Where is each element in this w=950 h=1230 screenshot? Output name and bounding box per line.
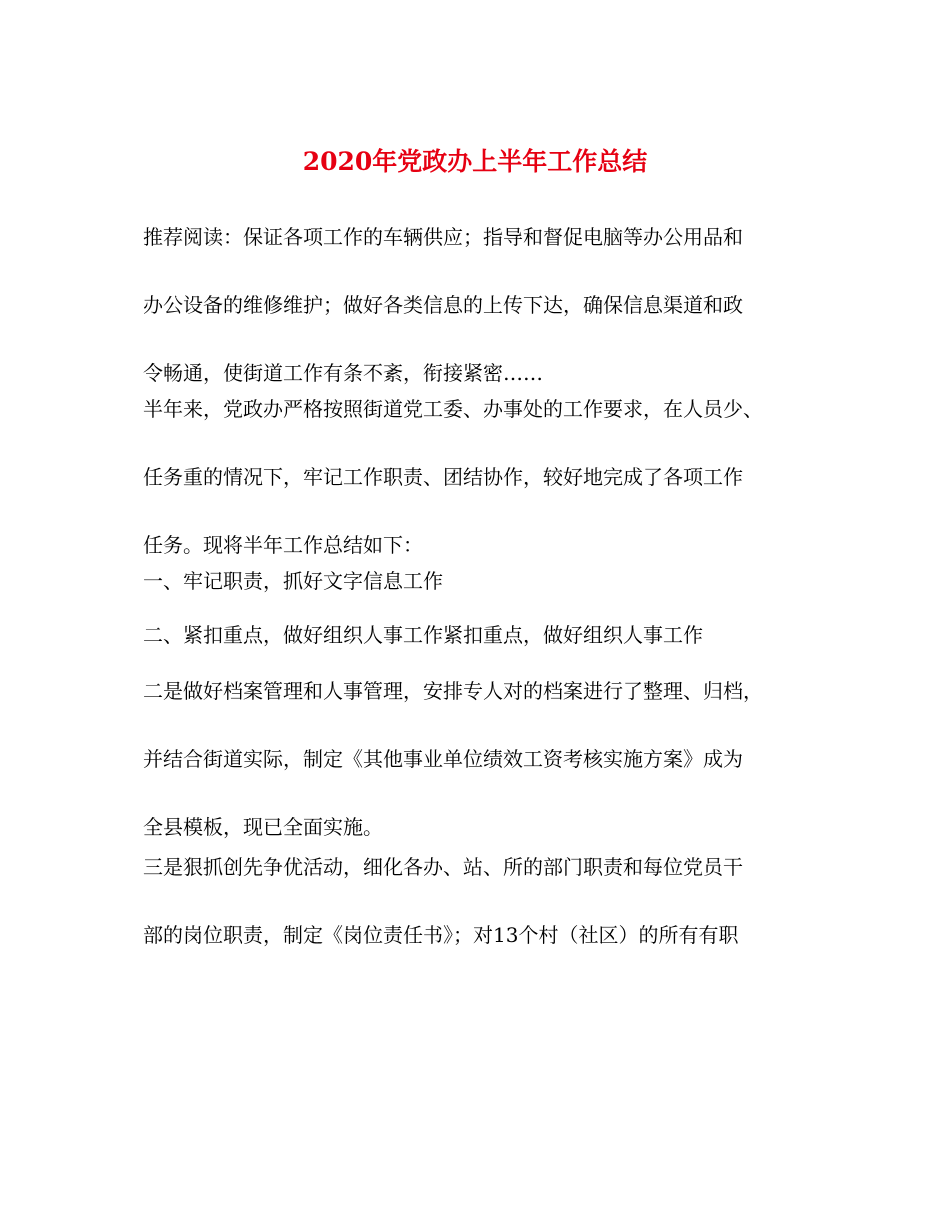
paragraph-recommended-reading <box>143 222 823 388</box>
paragraph-line: 二、紧扣重点，做好组织人事工作紧扣重点，做好组织人事工作 <box>143 623 703 647</box>
paragraph-archives <box>143 676 823 842</box>
document-title: 2020年党政办上半年工作总结 <box>302 147 648 176</box>
paragraph-line: 任务重的情况下，牢记工作职责、团结协作，较好地完成了各项工作 <box>143 465 743 489</box>
paragraph-line: 半年来，党政办严格按照街道党工委、办事处的工作要求，在人员少、 <box>143 397 763 421</box>
paragraph-line: 一、牢记职责，抓好文字信息工作 <box>143 569 443 593</box>
paragraph-line: 令畅通，使街道工作有条不紊，衔接紧密…… <box>143 361 543 385</box>
paragraph-line: 二是做好档案管理和人事管理，安排专人对的档案进行了整理、归档， <box>143 679 763 703</box>
paragraph-excellence-activity <box>143 852 823 950</box>
paragraph-line: 推荐阅读：保证各项工作的车辆供应；指导和督促电脑等办公用品和 <box>143 225 743 249</box>
paragraph-line: 三是狠抓创先争优活动，细化各办、站、所的部门职责和每位党员干 <box>143 855 743 879</box>
paragraph-line: 办公设备的维修维护；做好各类信息的上传下达，确保信息渠道和政 <box>143 293 743 317</box>
section-heading-one <box>143 566 823 596</box>
paragraph-intro <box>143 394 823 560</box>
paragraph-line: 任务。现将半年工作总结如下： <box>143 533 423 557</box>
document-body <box>143 222 823 950</box>
paragraph-line: 全县模板，现已全面实施。 <box>143 815 383 839</box>
section-heading-two <box>143 620 823 650</box>
paragraph-line: 并结合街道实际，制定《其他事业单位绩效工资考核实施方案》成为 <box>143 747 743 771</box>
paragraph-line: 部的岗位职责，制定《岗位责任书》；对13个村（社区）的所有有职 <box>143 923 739 947</box>
